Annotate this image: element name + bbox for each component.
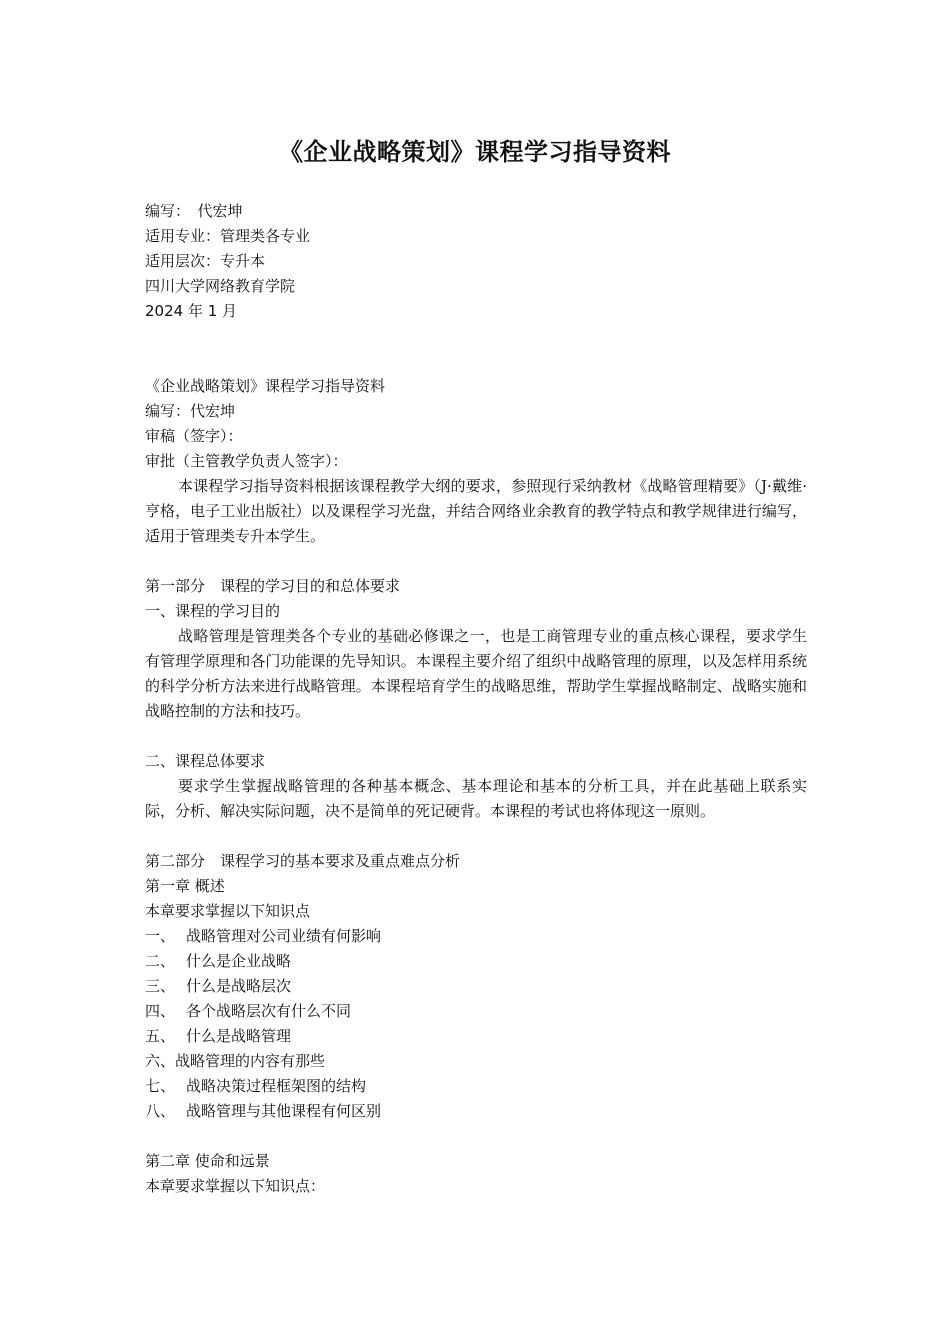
list-item: [145, 1099, 807, 1124]
list-number: 二、: [145, 952, 176, 970]
list-text: 战略管理的内容有那些: [175, 1052, 326, 1070]
document-body: [145, 374, 807, 1199]
list-text: 什么是战略管理: [186, 1027, 292, 1045]
part2-heading: 第二部分 课程学习的基本要求及重点难点分析: [145, 852, 461, 870]
cover-major: 适用专业：管理类各专业: [145, 227, 311, 245]
list-number: 六、: [145, 1052, 176, 1070]
meta-approve: 审批（主管教学负责人签字）：: [145, 452, 348, 470]
list-number: 五、: [145, 1027, 176, 1045]
list-text: 各个战略层次有什么不同: [186, 1002, 352, 1020]
list-text: 什么是战略层次: [186, 977, 292, 995]
cover-info: [145, 199, 807, 324]
list-item: [145, 999, 807, 1024]
chapter2-heading: 第二章 使命和远景: [145, 1152, 270, 1170]
section2-heading: 二、课程总体要求: [145, 752, 266, 770]
document-title: 《企业战略策划》课程学习指导资料: [279, 138, 671, 166]
list-number: 一、: [145, 927, 176, 945]
list-item: [145, 1024, 807, 1049]
list-text: 战略管理与其他课程有何区别: [186, 1102, 382, 1120]
list-item: [145, 924, 807, 949]
spacer: [145, 1124, 807, 1149]
spacer: [145, 824, 807, 849]
cover-date: 2024 年 1 月: [145, 302, 238, 320]
list-item: [145, 1074, 807, 1099]
list-item: [145, 974, 807, 999]
list-number: 八、: [145, 1102, 176, 1120]
chapter1-heading: 第一章 概述: [145, 877, 225, 895]
intro-paragraph: 本课程学习指导资料根据该课程教学大纲的要求，参照现行采纳教材《战略管理精要》（J·戴维·亨格，电子工业出版社）以及课程学习光盘，并结合网络业余教育的教学特点和教学规律进行编写，适用于管理类专升本学生。: [145, 477, 807, 545]
list-item: [145, 949, 807, 974]
section2-paragraph: 要求学生掌握战略管理的各种基本概念、基本理论和基本的分析工具，并在此基础上联系实际，分析、解决实际问题，决不是简单的死记硬背。本课程的考试也将体现这一原则。: [145, 777, 807, 820]
list-text: 战略决策过程框架图的结构: [186, 1077, 367, 1095]
meta-title: 《企业战略策划》课程学习指导资料: [145, 377, 386, 395]
section1-heading: 一、课程的学习目的: [145, 602, 281, 620]
chapter2-intro: 本章要求掌握以下知识点：: [145, 1177, 326, 1195]
part1-heading: 第一部分 课程的学习目的和总体要求: [145, 577, 401, 595]
list-number: 三、: [145, 977, 176, 995]
list-number: 四、: [145, 1002, 176, 1020]
meta-author: 编写：代宏坤: [145, 402, 236, 420]
chapter1-intro: 本章要求掌握以下知识点: [145, 902, 311, 920]
meta-review: 审稿（签字）：: [145, 427, 243, 445]
list-text: 战略管理对公司业绩有何影响: [186, 927, 382, 945]
cover-institution: 四川大学网络教育学院: [145, 277, 296, 295]
list-number: 七、: [145, 1077, 176, 1095]
section1-paragraph: 战略管理是管理类各个专业的基础必修课之一，也是工商管理专业的重点核心课程，要求学生有管理学原理和各门功能课的先导知识。本课程主要介绍了组织中战略管理的原理，以及怎样用系统的科学分析方法来进行战略管理。本课程培育学生的战略思维，帮助学生掌握战略制定、战略实施和战略控制的方法和技巧。: [145, 627, 807, 720]
spacer: [145, 549, 807, 574]
cover-author: 编写： 代宏坤: [145, 202, 243, 220]
cover-level: 适用层次：专升本: [145, 252, 266, 270]
spacer: [145, 724, 807, 749]
list-item: [145, 1049, 807, 1074]
list-text: 什么是企业战略: [186, 952, 292, 970]
